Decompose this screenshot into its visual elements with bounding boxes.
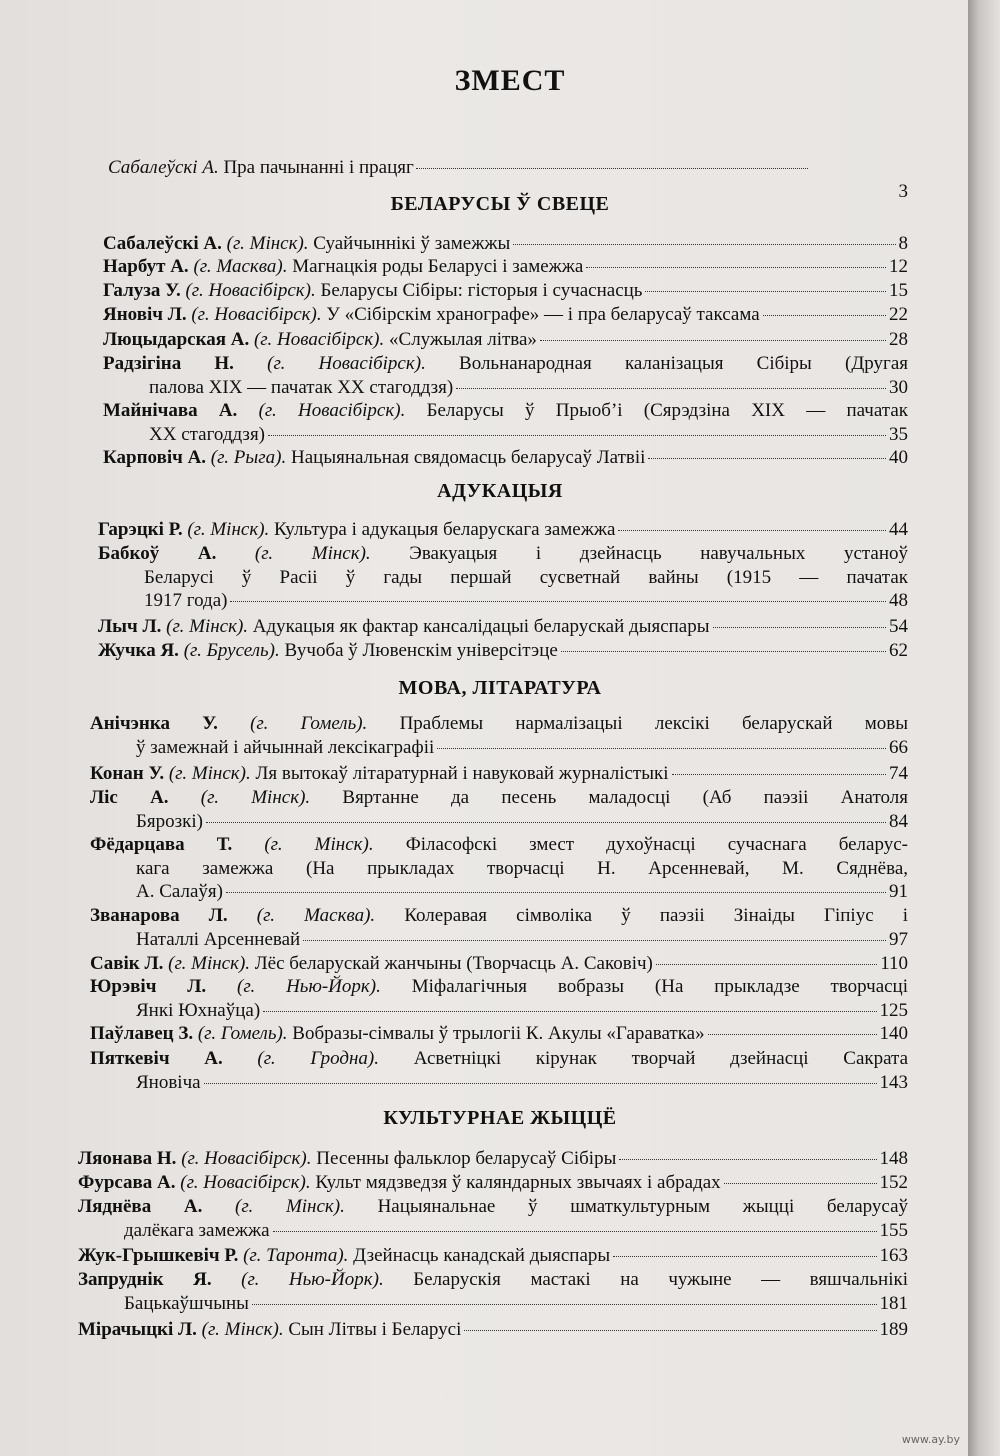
leader-dots — [645, 291, 886, 292]
toc-entry — [90, 762, 908, 786]
entry-page: 12 — [889, 256, 908, 277]
entry-city: (г. Мінск). — [264, 834, 374, 855]
entry-city: (г. Мінск). — [200, 787, 311, 808]
leader-dots — [672, 774, 887, 775]
section-heading: КУЛЬТУРНАЕ ЖЫЦЦЁ — [383, 1107, 617, 1129]
entry-page: 181 — [879, 1292, 908, 1314]
toc-entry — [90, 975, 908, 1022]
entry-author: Ляднёва А. — [78, 1196, 203, 1217]
entry-text — [103, 303, 760, 327]
entry-page: 143 — [879, 1071, 908, 1093]
toc-line — [78, 1195, 908, 1219]
entry-text — [90, 952, 653, 976]
entry-author: Галуза У. — [103, 280, 181, 301]
entry-city: (г. Новасібірск). — [185, 280, 316, 301]
entry-text — [136, 928, 300, 952]
toc-entry — [103, 446, 908, 470]
entry-page: 84 — [889, 810, 908, 832]
entry-city: (г. Масква). — [193, 256, 288, 277]
entry-title: «Служылая літва» — [389, 329, 537, 350]
entry-text — [136, 1071, 201, 1095]
entry-title: XX стагоддзя) — [149, 423, 266, 445]
watermark: www.ay.by — [901, 1433, 960, 1446]
toc-entry — [90, 904, 908, 951]
entry-city: (г. Гродна). — [257, 1048, 379, 1069]
entry-text — [136, 736, 434, 760]
leader-dots — [416, 168, 808, 169]
toc-entry — [103, 303, 908, 327]
toc-line — [90, 999, 908, 1023]
entry-city: (г. Мінск). — [166, 616, 249, 637]
entry-title: Нацыянальнае ў шматкультурным жыцці беларусаў — [377, 1196, 909, 1217]
toc-entry — [78, 1195, 908, 1242]
entry-text — [103, 255, 583, 279]
leader-dots — [273, 1231, 877, 1232]
page-title: ЗМЕСТ — [454, 64, 566, 97]
toc-line — [90, 810, 908, 834]
toc-line — [103, 446, 908, 470]
leader-dots — [206, 822, 886, 823]
entry-author: Люцыдарская А. — [103, 329, 250, 350]
leader-dots — [303, 940, 886, 941]
entry-text — [78, 1147, 616, 1171]
entry-title: Наталлі Арсенневай — [136, 928, 301, 950]
entry-title: Сын Літвы і Беларусі — [288, 1319, 462, 1340]
entry-page: 30 — [889, 376, 908, 398]
toc-entry — [78, 1244, 908, 1268]
entry-title: Колеравая сімволіка ў паэзіі Зінаіды Гіпіус і — [404, 905, 909, 926]
leader-dots — [613, 1256, 876, 1257]
toc-line — [103, 423, 908, 447]
section-heading: АДУКАЦЫЯ — [437, 480, 563, 502]
entry-city: (г. Мінск). — [254, 543, 371, 564]
toc-line — [103, 352, 908, 376]
toc-entry — [103, 399, 908, 446]
entry-text — [90, 1022, 705, 1046]
entry-author: Карповіч А. — [103, 447, 207, 468]
toc-line — [98, 589, 908, 613]
entry-title: Вучоба ў Лювенскім універсітэце — [284, 640, 558, 661]
toc-line — [103, 399, 908, 423]
entry-title: Нацыянальная свядомасць беларусаў Латвіі — [291, 447, 646, 468]
entry-text — [90, 762, 669, 786]
entry-title: Бацькаўшчыны — [124, 1292, 249, 1314]
entry-title: Культ мядзведзя ў каляндарных звычаях і абрадах — [315, 1172, 721, 1193]
toc-line — [90, 736, 908, 760]
entry-page: 74 — [889, 763, 908, 784]
entry-page: 22 — [889, 304, 908, 325]
leader-dots — [204, 1083, 877, 1084]
entry-author: Гарэцкі Р. — [98, 519, 183, 540]
entry-text — [98, 615, 710, 639]
leader-dots — [586, 267, 886, 268]
toc-line — [90, 786, 908, 810]
entry-text — [136, 880, 223, 904]
entry-title: Песенны фальклор беларусаў Сібіры — [316, 1148, 617, 1169]
toc-line — [90, 712, 908, 736]
entry-page: 163 — [879, 1245, 908, 1266]
entry-author: Жучка Я. — [98, 640, 179, 661]
entry-page: 155 — [879, 1219, 908, 1241]
section-heading: БЕЛАРУСЫ Ў СВЕЦЕ — [390, 193, 610, 215]
intro-author: Сабалеўскі А. — [108, 157, 219, 178]
toc-line — [90, 975, 908, 999]
entry-title: Беларусі ў Расіі ў гады першай сусветнай вайны (1915 — пачатак — [144, 566, 908, 588]
entry-title: Адукацыя як фактар кансалідацыі беларускай дыяспары — [252, 616, 710, 637]
toc-entry — [78, 1147, 908, 1171]
intro-page: 3 — [898, 180, 908, 202]
toc-line — [98, 615, 908, 639]
entry-page: 40 — [889, 447, 908, 468]
toc-line — [78, 1268, 908, 1292]
toc-entry — [103, 232, 908, 256]
leader-dots — [230, 601, 886, 602]
entry-city: (г. Нью-Йорк). — [241, 1269, 384, 1290]
leader-dots — [513, 244, 895, 245]
toc-line — [90, 880, 908, 904]
toc-entry — [78, 1171, 908, 1195]
entry-page: 15 — [889, 280, 908, 301]
entry-author: Бабкоў А. — [98, 543, 217, 564]
entry-page: 44 — [889, 519, 908, 540]
toc-line — [90, 952, 908, 976]
entry-title: кага замежжа (На прыкладах творчасці Н. Арсенневай, М. Сяднёва, — [136, 857, 908, 879]
toc-line — [78, 1292, 908, 1316]
entry-author: Нарбут А. — [103, 256, 189, 277]
entry-title: Эвакуацыя і дзейнасць навучальных устаноў — [409, 543, 909, 564]
toc-line — [103, 255, 908, 279]
entry-city: (г. Таронта). — [243, 1245, 349, 1266]
toc-line — [98, 518, 908, 542]
entry-author: Званарова Л. — [90, 905, 228, 926]
entry-page: 91 — [889, 881, 908, 902]
entry-text — [103, 232, 510, 256]
toc-entry — [103, 255, 908, 279]
entry-text — [98, 639, 558, 663]
entry-author: Яновіч Л. — [103, 304, 187, 325]
toc-entry — [98, 542, 908, 613]
entry-text — [98, 518, 615, 542]
entry-page: 148 — [879, 1148, 908, 1169]
toc-line — [98, 566, 908, 590]
entry-city: (г. Масква). — [256, 905, 376, 926]
toc-line — [103, 328, 908, 352]
toc-line — [103, 376, 908, 400]
entry-title: Бярозкі) — [136, 810, 203, 832]
toc-entry — [103, 328, 908, 352]
entry-city: (г. Новасібірск). — [253, 329, 385, 350]
toc-line — [103, 232, 908, 256]
leader-dots — [456, 388, 886, 389]
entry-title: Янкі Юхнаўца) — [136, 999, 261, 1021]
toc-entry — [98, 639, 908, 663]
toc-entry — [90, 833, 908, 904]
entry-title: Яновіча — [136, 1071, 201, 1093]
entry-city: (г. Нью-Йорк). — [237, 976, 381, 997]
entry-text — [136, 999, 260, 1023]
entry-page: 97 — [889, 928, 908, 950]
leader-dots — [268, 435, 886, 436]
entry-author: Конан У. — [90, 763, 165, 784]
entry-city: (г. Рыга). — [210, 447, 287, 468]
entry-title: Беларускія мастакі на чужыне — вяшчальнікі — [413, 1269, 909, 1290]
entry-text — [124, 1219, 270, 1243]
toc-line — [103, 279, 908, 303]
entry-text — [136, 810, 203, 834]
intro-title: Пра пачынанні і працяг — [223, 157, 414, 178]
entry-city: (г. Гомель). — [197, 1023, 288, 1044]
entry-city: (г. Гомель). — [250, 713, 368, 734]
entry-title: Філасофскі змест духоўнасці сучаснага беларус- — [405, 834, 908, 855]
entry-author: Анічэнка У. — [90, 713, 218, 734]
entry-text — [103, 279, 642, 303]
entry-title: Ля вытокаў літаратурнай і навуковай журналістыкі — [255, 763, 669, 784]
page-edge-shadow — [968, 0, 1000, 1456]
leader-dots — [540, 340, 886, 341]
entry-city: (г. Брусель). — [183, 640, 280, 661]
entry-title: Беларусы Сібіры: гісторыя і сучаснасць — [320, 280, 643, 301]
entry-title: Дзейнасць канадскай дыяспары — [353, 1245, 611, 1266]
entry-city: (г. Мінск). — [168, 953, 251, 974]
entry-title: У «Сібірскім хранографе» — і пра беларусаў таксама — [326, 304, 760, 325]
leader-dots — [226, 892, 886, 893]
entry-author: Паўлавец З. — [90, 1023, 194, 1044]
leader-dots — [252, 1304, 877, 1305]
entry-title: 1917 года) — [144, 590, 228, 611]
toc-entry — [90, 786, 908, 833]
toc-line — [90, 1047, 908, 1071]
entry-author: Лыч Л. — [98, 616, 162, 637]
entry-author: Сабалеўскі А. — [103, 233, 222, 254]
entry-city: (г. Мінск). — [168, 763, 251, 784]
toc-line — [90, 1022, 908, 1046]
toc-entry — [78, 1318, 908, 1342]
toc-line — [78, 1171, 908, 1195]
entry-page: 140 — [879, 1023, 908, 1044]
leader-dots — [619, 1159, 876, 1160]
toc-entry — [98, 615, 908, 639]
entry-title: Суайчыннікі ў замежжы — [313, 233, 511, 254]
entry-city: (г. Новасібірск). — [267, 353, 426, 374]
entry-page: 48 — [889, 590, 908, 611]
toc-line — [108, 156, 908, 180]
section-heading: МОВА, ЛІТАРАТУРА — [398, 677, 602, 699]
entry-title: Вяртанне да песень маладосці (Аб паэзіі Анатоля — [342, 787, 909, 808]
entry-city: (г. Новасібірск). — [180, 1172, 311, 1193]
toc-line — [78, 1318, 908, 1342]
entry-text — [124, 1292, 249, 1316]
entry-title: Лёс беларускай жанчыны (Творчасць А. Саковіч) — [254, 953, 653, 974]
leader-dots — [713, 627, 887, 628]
toc-entry — [78, 1268, 908, 1315]
entry-title: Вольнанародная каланізацыя Сібіры (Другая — [459, 353, 908, 374]
entry-title: Культура і адукацыя беларускага замежжа — [274, 519, 616, 540]
entry-title: Вобразы-сімвалы ў трылогіі К. Акулы «Гараватка» — [292, 1023, 705, 1044]
entry-title: Беларусы ў Прыобʼі (Сярэдзіна XIX — пачатак — [426, 400, 909, 421]
entry-text — [149, 423, 265, 447]
toc-entry — [103, 352, 908, 399]
entry-text — [103, 328, 537, 352]
entry-author: Мірачыцкі Л. — [78, 1319, 197, 1340]
entry-author: Фурсава А. — [78, 1172, 176, 1193]
entry-text — [149, 376, 453, 400]
toc-entry — [90, 1022, 908, 1046]
entry-author: Ляонава Н. — [78, 1148, 177, 1169]
entry-author: Радзігіна Н. — [103, 353, 234, 374]
entry-page: 152 — [879, 1172, 908, 1193]
entry-author: Жук-Грышкевіч Р. — [78, 1245, 239, 1266]
toc-line — [78, 1147, 908, 1171]
entry-author: Фёдарцава Т. — [90, 834, 233, 855]
entry-page: 54 — [889, 616, 908, 637]
leader-dots — [648, 458, 886, 459]
entry-author: Савік Л. — [90, 953, 164, 974]
toc-line — [103, 303, 908, 327]
entry-page: 62 — [889, 640, 908, 661]
entry-page: 189 — [879, 1319, 908, 1340]
entry-author: Майнічава А. — [103, 400, 238, 421]
entry-author: Пяткевіч А. — [90, 1048, 223, 1069]
entry-page: 35 — [889, 423, 908, 445]
entry-city: (г. Мінск). — [187, 519, 270, 540]
toc-line — [98, 542, 908, 566]
entry-city: (г. Мінск). — [226, 233, 309, 254]
leader-dots — [263, 1011, 876, 1012]
entry-title: далёкага замежжа — [124, 1219, 270, 1241]
entry-city: (г. Новасібірск). — [258, 400, 406, 421]
entry-city: (г. Новасібірск). — [181, 1148, 312, 1169]
entry-city: (г. Мінск). — [235, 1196, 345, 1217]
entry-author: Запруднік Я. — [78, 1269, 212, 1290]
entry-title: Міфалагічныя вобразы (На прыкладзе творчасці — [411, 976, 909, 997]
toc-entry — [98, 518, 908, 542]
entry-title: Праблемы нармалізацыі лексікі беларускай мовы — [399, 713, 909, 734]
entry-page: 125 — [879, 999, 908, 1021]
entry-text — [103, 446, 645, 470]
leader-dots — [763, 315, 886, 316]
leader-dots — [724, 1183, 877, 1184]
toc-entry — [103, 279, 908, 303]
entry-city: (г. Новасібірск). — [191, 304, 322, 325]
entry-title: Магнацкія роды Беларусі і замежжа — [292, 256, 584, 277]
toc-entry — [90, 1047, 908, 1094]
toc-entry — [90, 952, 908, 976]
leader-dots — [561, 651, 886, 652]
entry-title: ў замежнай і айчыннай лексікаграфіі — [136, 736, 435, 758]
toc-line — [90, 833, 908, 857]
entry-title: палова XIX — пачатак XX стагоддзя) — [149, 376, 454, 398]
entry-page: 110 — [880, 953, 908, 974]
toc-line — [90, 928, 908, 952]
entry-text — [144, 589, 227, 613]
entry-page: 28 — [889, 329, 908, 350]
toc-line — [90, 762, 908, 786]
toc-line — [78, 1244, 908, 1268]
entry-title: Асветніцкі кірунак творчай дзейнасці Сакрата — [413, 1048, 909, 1069]
entry-city: (г. Мінск). — [201, 1319, 284, 1340]
leader-dots — [708, 1034, 877, 1035]
toc-entry — [90, 712, 908, 759]
entry-page: 66 — [889, 736, 908, 758]
leader-dots — [618, 530, 886, 531]
entry-text — [78, 1244, 610, 1268]
entry-title: А. Салаўя) — [136, 881, 223, 902]
toc-line — [90, 857, 908, 881]
entry-page: 8 — [898, 233, 908, 254]
entry-author: Юрэвіч Л. — [90, 976, 207, 997]
toc-line — [90, 904, 908, 928]
toc-line — [90, 1071, 908, 1095]
leader-dots — [656, 964, 877, 965]
entry-author: Ліс А. — [90, 787, 169, 808]
entry-text — [78, 1171, 721, 1195]
toc-line — [98, 639, 908, 663]
entry-text — [78, 1318, 461, 1342]
leader-dots — [464, 1330, 876, 1331]
leader-dots — [437, 748, 886, 749]
toc-line — [78, 1219, 908, 1243]
